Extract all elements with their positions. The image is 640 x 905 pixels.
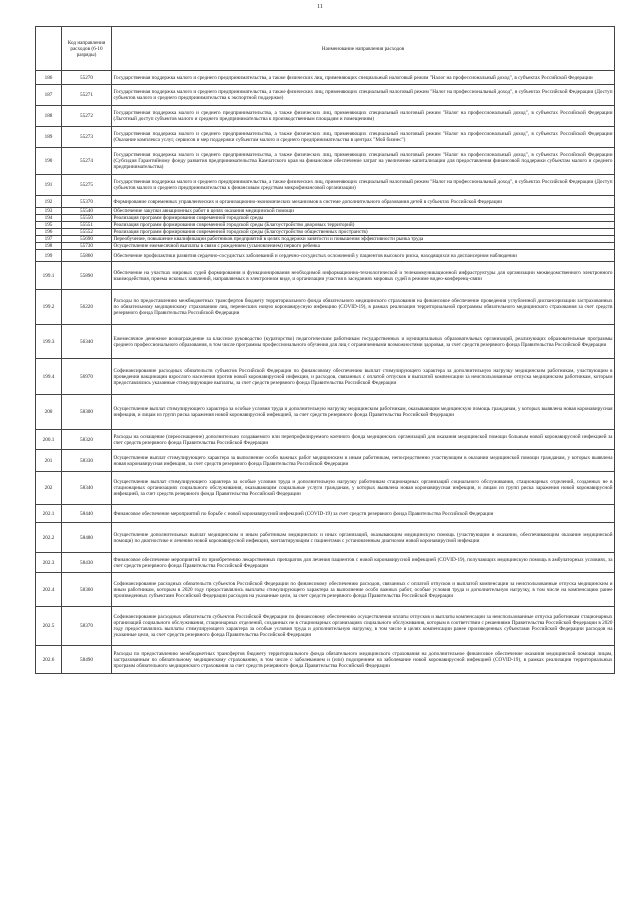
expense-description: Обеспечение на участках мировых судей формирования и функционирования необходимой информационно-технологической и телекоммуникационной инфраструктуры для организации межведомственного электронного взаимодействия, приема исковых заявлений, направляемых в электронном виде, и организации участия в заседаниях мировых судей в режиме видео-конференц-связи	[112, 262, 615, 290]
table-row	[36, 395, 615, 430]
table-row	[36, 106, 615, 127]
expense-description: Обеспечение профилактики развития сердечно-сосудистых заболеваний и сердечно-сосудистых осложнений у пациентов высокого риска, находящихся на диспансерном наблюдении	[112, 250, 615, 262]
expense-code: 58370	[62, 607, 112, 646]
expense-code: 55550	[62, 215, 112, 222]
expense-code: 58480	[62, 523, 112, 553]
expense-code: 55540	[62, 208, 112, 215]
row-number: 192	[36, 196, 62, 208]
expense-code: 55370	[62, 196, 112, 208]
table-row	[36, 229, 615, 236]
row-number: 199.3	[36, 325, 62, 359]
expense-code: 55274	[62, 148, 112, 175]
expense-code: 58340	[62, 472, 112, 505]
table-row	[36, 607, 615, 646]
row-number: 202.1	[36, 505, 62, 523]
row-number: 196	[36, 229, 62, 236]
expense-codes-table	[35, 26, 615, 674]
row-number: 202	[36, 472, 62, 505]
expense-description: Расходы по предоставлению межбюджетных трансфертов бюджету территориального фонда обязательного медицинского страхования на дополнительное финансовое обеспечение оказания медицинской помощи лицам, застрахованным по обязательному медицинскому страхованию, в том числе с заболеванием и (или) подозрением на заболевание новой коронавирусной инфекцией (COVID-19), в рамках реализации территориальных программ обязательного медицинского страхования за счет средств резервного фонда Правительства Российской Федерации	[112, 646, 615, 674]
expense-description: Расходы на оснащение (переоснащение) дополнительно создаваемого или перепрофилируемого коечного фонда медицинских организаций для оказания медицинской помощи больным новой коронавирусной инфекцией за счет средств резервного фонда Правительства Российской Федерации	[112, 430, 615, 450]
row-number: 189	[36, 127, 62, 148]
expense-description: Осуществление ежемесячной выплаты в связи с рождением (усыновлением) первого ребенка	[112, 243, 615, 250]
table-row	[36, 196, 615, 208]
table-row	[36, 215, 615, 222]
expense-code: 58320	[62, 430, 112, 450]
expense-description: Осуществление выплат стимулирующего характера за особые условия труда и дополнительную нагрузку работникам стационарных организаций социального обслуживания, стационарных отделений, созданных не в стационарных организациях социального обслуживания, оказывающим социальные услуги гражданам, у которых выявлена новая коронавирусная инфекция, и лицам из групп риска заражения новой коронавирусной инфекцией, за счет средств резервного фонда Правительства Российской Федерации	[112, 472, 615, 505]
header-col-code: Код направления расходов (6-10 разряды)	[62, 27, 112, 71]
row-number: 197	[36, 236, 62, 243]
expense-code: 55730	[62, 243, 112, 250]
row-number: 195	[36, 222, 62, 229]
expense-description: Реализация программ формирования современной городской среды (Благоустройство общественных пространств)	[112, 229, 615, 236]
expense-description: Государственная поддержка малого и среднего предпринимательства, а также физических лиц, применяющих специальный налоговый режим "Налог на профессиональный доход", в субъектах Российской Федерации (Доступ субъектов малого и среднего предпринимательства к экспортной поддержке)	[112, 85, 615, 106]
expense-code: 58490	[62, 646, 112, 674]
table-row	[36, 243, 615, 250]
expense-description: Обеспечение закупки авиационных работ в целях оказания медицинской помощи	[112, 208, 615, 215]
header-col-number	[36, 27, 62, 71]
expense-description: Государственная поддержка малого и среднего предпринимательства, а также физических лиц, применяющих специальный налоговый режим "Налог на профессиональный доход", в субъектах Российской Федерации (Льготный доступ субъектов малого и среднего предпринимательства к производственным площадям и помещениям)	[112, 106, 615, 127]
table-row	[36, 71, 615, 85]
row-number: 199.2	[36, 290, 62, 325]
expense-description: Формирование современных управленческих и организационно-экономических механизмов в системе дополнительного образования детей в субъектах Российской Федерации	[112, 196, 615, 208]
expense-description: Финансовое обеспечение мероприятий по борьбе с новой коронавирусной инфекцией (COVID-19) за счет средств резервного фонда Правительства Российской Федерации	[112, 505, 615, 523]
expense-description: Осуществление выплат стимулирующего характера за выполнение особо важных работ медицинским и иным работникам, непосредственно участвующим в оказании медицинской помощи гражданам, у которых выявлена новая коронавирусная инфекция, за счет средств резервного фонда Правительства Российской Федерации	[112, 450, 615, 472]
expense-code: 55270	[62, 71, 112, 85]
row-number: 202.4	[36, 573, 62, 607]
expense-code: 56220	[62, 290, 112, 325]
expense-description: Государственная поддержка малого и среднего предпринимательства, а также физических лиц, применяющих специальный налоговый режим "Налог на профессиональный доход", в субъектах Российской Федерации	[112, 71, 615, 85]
table-row	[36, 359, 615, 395]
row-number: 202.6	[36, 646, 62, 674]
row-number: 200.1	[36, 430, 62, 450]
expense-code: 55273	[62, 127, 112, 148]
table-row	[36, 250, 615, 262]
table-row	[36, 222, 615, 229]
table-row	[36, 553, 615, 573]
table-row	[36, 505, 615, 523]
expense-description: Софинансирование расходных обязательств субъектов Российской Федерации по финансовому обеспечению расходов, связанных с оплатой отпусков и выплатой компенсации за неиспользованные отпуска медицинским и иным работникам, которым в 2020 году предоставлялись выплаты стимулирующего характера за выполнение особо важных работ, особые условия труда и дополнительную нагрузку, в том числе на компенсацию ранее произведенных субъектами Российской Федерации расходов на указанные цели, за счет средств резервного фонда Правительства Российской Федерации	[112, 573, 615, 607]
table-row	[36, 127, 615, 148]
row-number: 190	[36, 148, 62, 175]
table-row	[36, 85, 615, 106]
table-row	[36, 175, 615, 196]
row-number: 199.1	[36, 262, 62, 290]
expense-description: Финансовое обеспечение мероприятий по приобретению лекарственных препаратов для лечения пациентов с новой коронавирусной инфекцией (COVID-19), получающих медицинскую помощь в амбулаторных условиях, за счет средств резервного фонда Правительства Российской Федерации	[112, 553, 615, 573]
expense-code: 58440	[62, 505, 112, 523]
expense-code: 55275	[62, 175, 112, 196]
table-row	[36, 472, 615, 505]
expense-description: Расходы по предоставлению межбюджетных трансфертов бюджету территориального фонда обязательного медицинского страхования на финансовое обеспечение проведения углубленной диспансеризации застрахованных по обязательному медицинскому страхованию лиц, перенесших новую коронавирусную инфекцию (COVID-19), в рамках реализации территориальной программы обязательного медицинского страхования за счет средств резервного фонда Правительства Российской Федерации	[112, 290, 615, 325]
table-row	[36, 573, 615, 607]
row-number: 202.2	[36, 523, 62, 553]
row-number: 199.4	[36, 359, 62, 395]
row-number: 201	[36, 450, 62, 472]
table-row	[36, 646, 615, 674]
expense-code: 58360	[62, 573, 112, 607]
row-number: 200	[36, 395, 62, 430]
row-number: 199	[36, 250, 62, 262]
table-row	[36, 523, 615, 553]
expense-description: Государственная поддержка малого и среднего предпринимательства, а также физических лиц, применяющих специальный налоговый режим "Налог на профессиональный доход", в субъектах Российской Федерации (Субсидия Гарантийному фонду развития предпринимательства Камчатского края на финансовое обеспечение затрат на увеличение капитализации для предоставления финансовой поддержки субъектам малого и среднего предпринимательства)	[112, 148, 615, 175]
row-number: 187	[36, 85, 62, 106]
row-number: 202.5	[36, 607, 62, 646]
expense-code: 56970	[62, 359, 112, 395]
expense-code: 55552	[62, 229, 112, 236]
expense-description: Государственная поддержка малого и среднего предпринимательства, а также физических лиц, применяющих специальный налоговый режим "Налог на профессиональный доход", в субъектах Российской Федерации (Оказание комплекса услуг, сервисов и мер поддержки субъектам малого и среднего предпринимательства в центрах "Мой бизнес")	[112, 127, 615, 148]
table-row	[36, 148, 615, 175]
expense-description: Переобучение, повышение квалификации работников предприятий в целях поддержки занятости и повышения эффективности рынка труда	[112, 236, 615, 243]
row-number: 202.3	[36, 553, 62, 573]
table-row	[36, 290, 615, 325]
table-row	[36, 262, 615, 290]
table-row	[36, 450, 615, 472]
table-row	[36, 325, 615, 359]
expense-description: Софинансирование расходных обязательств субъектов Российской Федерации по финансовому обеспечению осуществления оплаты отпусков и выплаты компенсации за неиспользованные отпуска работникам стационарных организаций социального обслуживания, стационарных отделений, созданных не в стационарных организациях социального обслуживания, которым в соответствии с решениями Правительства Российской Федерации в 2020 году предоставлялись выплаты стимулирующего характера за особые условия труда и дополнительную нагрузку, в том числе в целях компенсации ранее произведенных субъектами Российской Федерации расходов на указанные цели, за счет средств резервного фонда Правительства Российской Федерации	[112, 607, 615, 646]
expense-code: 55551	[62, 222, 112, 229]
expense-code: 55272	[62, 106, 112, 127]
expense-description: Ежемесячное денежное вознаграждение за классное руководство (кураторство) педагогическим работникам государственных и муниципальных образовательных организаций, реализующих образовательные программы среднего профессионального образования, в том числе программы профессионального обучения для лиц с ограниченными возможностями здоровья, за счет средств резервного фонда Правительства Российской Федерации	[112, 325, 615, 359]
expense-description: Софинансирование расходных обязательств субъектов Российской Федерации по финансовому обеспечению выплат стимулирующего характера за дополнительную нагрузку медицинским работникам, участвующим в проведении вакцинации взрослого населения против новой коронавирусной инфекции, и расходов, связанных с оплатой отпусков и выплатой компенсации за неиспользованные отпуска медицинским работникам, которым предоставлялись указанные стимулирующие выплаты, за счет средств резервного фонда Правительства Российской Федерации	[112, 359, 615, 395]
table-header-row	[36, 27, 615, 71]
row-number: 194	[36, 215, 62, 222]
table-row	[36, 236, 615, 243]
expense-code: 58330	[62, 450, 112, 472]
expense-description: Осуществление выплат стимулирующего характера за особые условия труда и дополнительную нагрузку медицинским работникам, оказывающим медицинскую помощь гражданам, у которых выявлена новая коронавирусная инфекция, и лицам из групп риска заражения новой коронавирусной инфекцией, за счет средств резервного фонда Правительства Российской Федерации	[112, 395, 615, 430]
expense-code: 58300	[62, 395, 112, 430]
expense-description: Реализация программ формирования современной городской среды (Благоустройство дворовых территорий)	[112, 222, 615, 229]
expense-code: 55890	[62, 262, 112, 290]
row-number: 191	[36, 175, 62, 196]
row-number: 198	[36, 243, 62, 250]
expense-code: 55860	[62, 250, 112, 262]
table-row	[36, 430, 615, 450]
expense-description: Осуществление дополнительных выплат медицинским и иным работникам медицинских и иных организаций, оказывающим медицинскую помощь (участвующим в оказании, обеспечивающим оказание медицинской помощи) по диагностике и лечению новой коронавирусной инфекции, контактирующим с пациентами с установленным диагнозом новой коронавирусной инфекции	[112, 523, 615, 553]
expense-description: Государственная поддержка малого и среднего предпринимательства, а также физических лиц, применяющих специальный налоговый режим "Налог на профессиональный доход", в субъектах Российской Федерации (Доступ субъектов малого и среднего предпринимательства к финансовым средствам микрофинансовой организации)	[112, 175, 615, 196]
expense-code: 55271	[62, 85, 112, 106]
expense-code: 55690	[62, 236, 112, 243]
expense-description: Реализация программ формирования современной городской среды	[112, 215, 615, 222]
table-row	[36, 208, 615, 215]
header-col-name: Наименование направления расходов	[112, 27, 615, 71]
row-number: 193	[36, 208, 62, 215]
row-number: 186	[36, 71, 62, 85]
row-number: 188	[36, 106, 62, 127]
expense-code: 58430	[62, 553, 112, 573]
expense-code: 56340	[62, 325, 112, 359]
page-number: 11	[317, 4, 323, 10]
